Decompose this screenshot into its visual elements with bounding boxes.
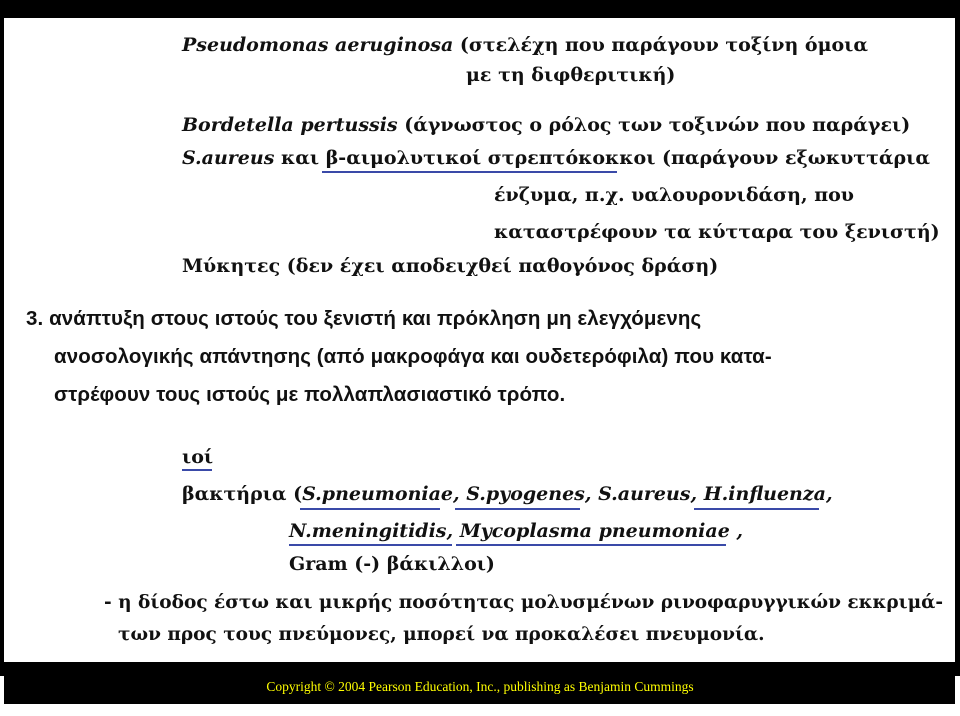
underline-streptococci	[322, 171, 617, 173]
organism-saureus: S.aureus	[182, 147, 275, 169]
paragraph-3-line-3: στρέφουν τους ιστούς με πολλαπλασιαστικό τρόπο.	[54, 383, 566, 406]
text-line-destroy-cells: καταστρέφουν τα κύτταρα του ξενιστή)	[494, 221, 940, 243]
underline-spyogenes	[455, 508, 580, 510]
text-line-droplets-1: - η δίοδος έστω και μικρής ποσότητας μολυσμένων ρινοφαρυγγικών εκκριμά-	[104, 592, 944, 613]
text-line-saureus	[182, 147, 930, 169]
underline-spneumoniae	[300, 508, 440, 510]
text-line-enzymes: ένζυμα, π.χ. υαλουρονιδάση, που	[494, 184, 854, 206]
bacteria-label: βακτήρια (	[182, 483, 303, 505]
text-line-gram-negative: Gram (-) βάκιλλοι)	[289, 553, 495, 575]
underline-viruses	[182, 469, 212, 471]
saureus-note: και β-αιμολυτικοί στρεπτόκοκκοι (παράγουν εξωκυττάρια	[274, 147, 930, 169]
text-line-viruses: ιοί	[182, 446, 214, 468]
paragraph-3-line-2: ανοσολογικής απάντησης (από μακροφάγα και ουδετερόφιλα) που κατα-	[54, 345, 772, 368]
underline-mycoplasma	[456, 544, 726, 546]
text-line-nmeningitidis: N.meningitidis, Mycoplasma pneumoniae ,	[289, 520, 744, 542]
text-line-fungi: Μύκητες (δεν έχει αποδειχθεί παθογόνος δράση)	[182, 255, 719, 277]
text-line-diphtheria: με τη διφθεριτική)	[466, 64, 676, 86]
pseudomonas-note: (στελέχη που παράγουν τοξίνη όμοια	[453, 34, 868, 56]
underline-hinfluenza	[694, 508, 819, 510]
text-line-bordetella	[182, 114, 910, 136]
text-line-pseudomonas	[182, 34, 868, 56]
bordetella-note: (άγνωστος ο ρόλος των τοξινών που παράγει)	[397, 114, 911, 136]
underline-nmeningitidis	[289, 544, 452, 546]
organism-pseudomonas: Pseudomonas aeruginosa	[182, 34, 454, 56]
text-line-bacteria	[182, 483, 833, 505]
paragraph-3-line-1: 3. ανάπτυξη στους ιστούς του ξενιστή και πρόκληση μη ελεγχόμενης	[26, 307, 702, 330]
text-line-droplets-2: των προς τους πνεύμονες, μπορεί να προκαλέσει πνευμονία.	[118, 624, 765, 645]
slide	[4, 18, 955, 662]
copyright-notice: Copyright © 2004 Pearson Education, Inc., publishing as Benjamin Cummings	[266, 679, 694, 694]
bacteria-list: S.pneumoniae, S.pyogenes, S.aureus, H.influenza,	[302, 483, 833, 505]
organism-bordetella: Bordetella pertussis	[182, 114, 398, 136]
